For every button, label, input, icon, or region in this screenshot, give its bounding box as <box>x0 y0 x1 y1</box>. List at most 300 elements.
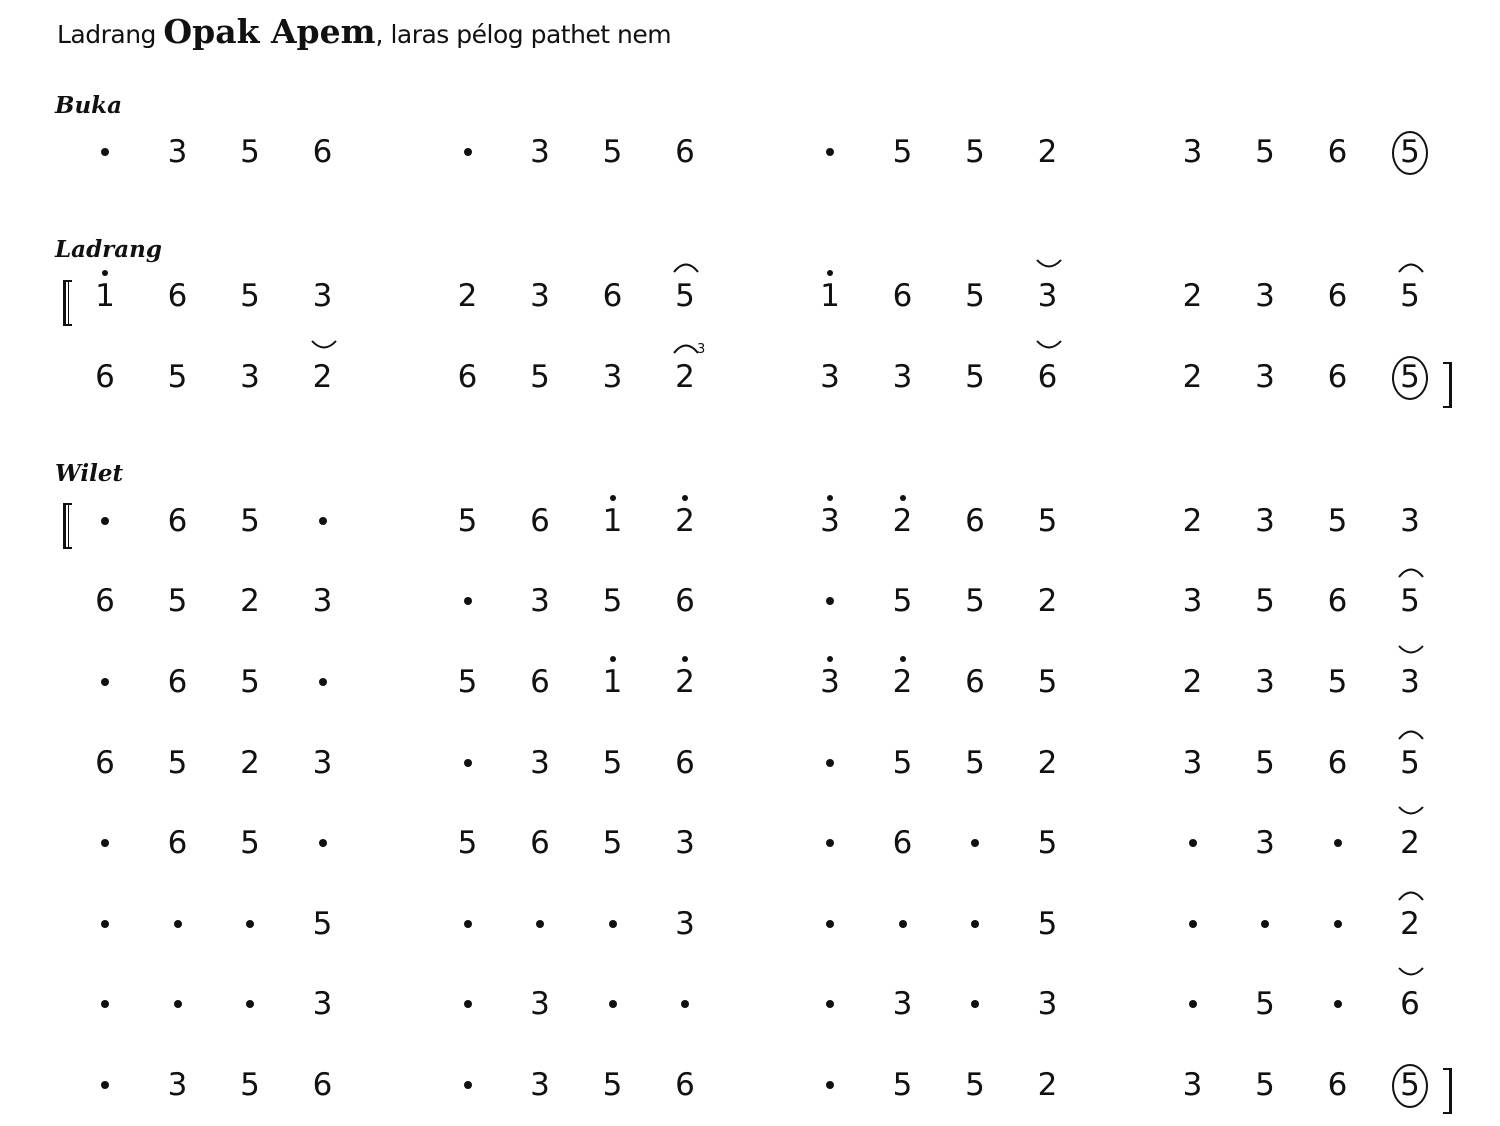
rest-dot <box>80 127 130 177</box>
note-digit: 3 <box>530 583 550 619</box>
rest-dot-mark <box>1334 920 1342 928</box>
note <box>1023 979 1073 1029</box>
note <box>80 352 130 402</box>
note <box>443 271 493 321</box>
note-digit: 5 <box>602 825 623 861</box>
note-digit: 2 <box>1037 583 1058 619</box>
repeat-open-bracket-wilet <box>63 503 72 549</box>
ornamented-note <box>1023 352 1073 402</box>
note-digit: 3 <box>530 278 550 314</box>
rest-dot-mark <box>971 839 979 847</box>
ornamented-note <box>1385 979 1435 1029</box>
note-digit: 5 <box>1255 986 1275 1022</box>
note-digit: 3 <box>1255 503 1275 539</box>
kenong-mark <box>310 338 338 356</box>
ornamented-note <box>660 342 710 402</box>
note-digit: 2 <box>1037 745 1058 781</box>
rest-dot <box>1313 899 1363 949</box>
rest-dot-mark <box>1189 920 1197 928</box>
high-octave-dot <box>827 656 833 662</box>
note-digit: 5 <box>240 278 260 314</box>
rest-dot-mark <box>609 1000 617 1008</box>
note-digit: 2 <box>1400 906 1420 942</box>
high-octave-note <box>805 271 855 321</box>
note-digit: 3 <box>1182 1067 1203 1103</box>
note <box>298 899 348 949</box>
rest-dot-mark <box>246 920 254 928</box>
note <box>1168 496 1218 546</box>
note <box>515 127 565 177</box>
note-digit: 3 <box>1182 745 1203 781</box>
note-digit: 5 <box>602 745 623 781</box>
rest-dot-mark <box>174 920 182 928</box>
note <box>1313 576 1363 626</box>
rest-dot-mark <box>246 1000 254 1008</box>
rest-dot-mark <box>826 920 834 928</box>
note <box>515 576 565 626</box>
note-digit: 3 <box>530 986 550 1022</box>
note <box>153 127 203 177</box>
rest-dot <box>80 1060 130 1110</box>
note <box>225 576 275 626</box>
note-digit: 2 <box>892 503 913 539</box>
note-digit: 5 <box>892 745 913 781</box>
note <box>225 127 275 177</box>
note-digit: 5 <box>1255 745 1275 781</box>
kenong-mark <box>1397 643 1425 661</box>
note-digit: 5 <box>965 1067 985 1103</box>
note <box>1168 657 1218 707</box>
note-digit: 5 <box>240 503 260 539</box>
note-digit: 3 <box>312 986 333 1022</box>
rest-dot <box>515 899 565 949</box>
note <box>660 576 710 626</box>
high-octave-note <box>588 496 638 546</box>
rest-dot <box>225 899 275 949</box>
note-digit: 5 <box>240 825 260 861</box>
rest-dot <box>805 1060 855 1110</box>
note <box>153 271 203 321</box>
kenong-mark <box>1397 965 1425 983</box>
note <box>153 738 203 788</box>
note-digit: 3 <box>1037 986 1058 1022</box>
high-octave-dot <box>682 656 688 662</box>
high-octave-note <box>660 657 710 707</box>
kempul-mark <box>1397 724 1425 742</box>
note-digit: 3 <box>167 1067 188 1103</box>
note-digit: 6 <box>1327 278 1348 314</box>
kempul-mark <box>672 257 700 275</box>
note-digit: 1 <box>602 664 623 700</box>
note-digit: 5 <box>675 278 695 314</box>
section-label-buka: Buka <box>55 92 123 119</box>
rest-dot-mark <box>319 839 327 847</box>
note <box>225 657 275 707</box>
note <box>298 738 348 788</box>
rest-dot-mark <box>464 759 472 767</box>
note-digit: 5 <box>240 134 260 170</box>
high-octave-dot <box>610 495 616 501</box>
note-digit: 3 <box>530 1067 550 1103</box>
rest-dot <box>805 818 855 868</box>
note-digit: 5 <box>457 825 478 861</box>
rest-dot <box>298 496 348 546</box>
note <box>660 1060 710 1110</box>
note-digit: 6 <box>1327 134 1348 170</box>
superscript-note: 3 <box>697 342 706 357</box>
note-digit: 5 <box>1037 825 1058 861</box>
high-octave-dot <box>682 495 688 501</box>
rest-dot-mark <box>101 920 109 928</box>
rest-dot <box>950 979 1000 1029</box>
page-title <box>57 12 671 51</box>
note <box>1240 352 1290 402</box>
note <box>1313 657 1363 707</box>
note <box>1168 1060 1218 1110</box>
note <box>1023 818 1073 868</box>
note <box>1313 496 1363 546</box>
note-digit: 6 <box>965 664 985 700</box>
note-digit: 2 <box>892 664 913 700</box>
high-octave-note <box>80 271 130 321</box>
rest-dot <box>878 899 928 949</box>
rest-dot <box>1240 899 1290 949</box>
note-digit: 5 <box>1400 134 1420 170</box>
gong-note <box>1385 127 1435 177</box>
rest-dot-mark <box>319 678 327 686</box>
note-digit: 2 <box>312 359 333 395</box>
note-digit: 3 <box>892 986 913 1022</box>
note <box>950 738 1000 788</box>
note <box>878 576 928 626</box>
note <box>1240 576 1290 626</box>
note-digit: 2 <box>457 278 478 314</box>
note <box>298 127 348 177</box>
rest-dot-mark <box>1334 839 1342 847</box>
note-digit: 6 <box>95 745 115 781</box>
note <box>878 979 928 1029</box>
rest-dot-mark <box>826 1000 834 1008</box>
note-digit: 2 <box>675 359 695 395</box>
note <box>443 496 493 546</box>
note-digit: 5 <box>965 359 985 395</box>
note-digit: 3 <box>1255 359 1275 395</box>
note <box>225 352 275 402</box>
note <box>588 818 638 868</box>
note <box>515 496 565 546</box>
note <box>225 271 275 321</box>
note-digit: 3 <box>530 745 550 781</box>
note-digit: 3 <box>675 825 695 861</box>
note-digit: 6 <box>892 825 913 861</box>
note <box>878 352 928 402</box>
note <box>1168 576 1218 626</box>
note <box>950 657 1000 707</box>
note <box>1023 496 1073 546</box>
note-digit: 5 <box>1400 583 1420 619</box>
rest-dot-mark <box>1261 920 1269 928</box>
rest-dot <box>588 899 638 949</box>
note-digit: 2 <box>1400 825 1420 861</box>
note-digit: 5 <box>1255 1067 1275 1103</box>
note <box>443 352 493 402</box>
note <box>80 738 130 788</box>
rest-dot <box>1313 979 1363 1029</box>
note-digit: 5 <box>602 583 623 619</box>
note-digit: 5 <box>240 664 260 700</box>
rest-dot <box>298 818 348 868</box>
note-digit: 2 <box>1182 664 1203 700</box>
rest-dot <box>1168 818 1218 868</box>
note-digit: 5 <box>167 745 188 781</box>
note-digit: 6 <box>965 503 985 539</box>
ornamented-note <box>660 271 710 321</box>
note-digit: 5 <box>457 664 478 700</box>
note <box>80 576 130 626</box>
note-digit: 5 <box>530 359 550 395</box>
note-digit: 3 <box>820 503 840 539</box>
note <box>950 1060 1000 1110</box>
repeat-close-bracket-ladrang <box>1443 362 1452 408</box>
title-suffix: , laras pélog pathet nem <box>375 20 672 49</box>
rest-dot <box>805 899 855 949</box>
note <box>950 352 1000 402</box>
rest-dot <box>80 496 130 546</box>
note-digit: 5 <box>602 1067 623 1103</box>
kenong-mark <box>1035 257 1063 275</box>
note <box>153 576 203 626</box>
note <box>1168 352 1218 402</box>
high-octave-note <box>805 657 855 707</box>
rest-dot-mark <box>899 920 907 928</box>
note <box>1023 127 1073 177</box>
note-digit: 6 <box>95 359 115 395</box>
note-digit: 3 <box>530 134 550 170</box>
note <box>588 352 638 402</box>
rest-dot-mark <box>826 597 834 605</box>
note-digit: 6 <box>1327 359 1348 395</box>
note-digit: 5 <box>167 359 188 395</box>
note-digit: 6 <box>675 745 695 781</box>
note <box>1313 127 1363 177</box>
note <box>515 818 565 868</box>
note-digit: 5 <box>1037 664 1058 700</box>
rest-dot <box>298 657 348 707</box>
rest-dot <box>153 899 203 949</box>
note-digit: 5 <box>1037 503 1058 539</box>
note-digit: 5 <box>1400 359 1420 395</box>
rest-dot-mark <box>464 920 472 928</box>
note-digit: 1 <box>820 278 840 314</box>
note-digit: 6 <box>167 825 188 861</box>
note-digit: 3 <box>892 359 913 395</box>
title-piece-name: Opak Apem <box>163 12 376 51</box>
note <box>153 496 203 546</box>
gong-circle <box>1392 1064 1428 1108</box>
rest-dot <box>80 979 130 1029</box>
rest-dot <box>443 979 493 1029</box>
note-digit: 3 <box>312 278 333 314</box>
note-digit: 5 <box>965 278 985 314</box>
note <box>1385 496 1435 546</box>
note <box>225 738 275 788</box>
note <box>1240 496 1290 546</box>
note <box>1240 738 1290 788</box>
note <box>950 271 1000 321</box>
note <box>515 979 565 1029</box>
note <box>1168 127 1218 177</box>
ornamented-note <box>298 352 348 402</box>
rest-dot-mark <box>464 1000 472 1008</box>
note-digit: 6 <box>312 134 333 170</box>
rest-dot <box>950 818 1000 868</box>
note-digit: 2 <box>675 664 695 700</box>
note-digit: 5 <box>1327 503 1348 539</box>
note <box>660 899 710 949</box>
note <box>1313 1060 1363 1110</box>
note-digit: 3 <box>1182 134 1203 170</box>
rest-dot-mark <box>826 759 834 767</box>
note <box>225 1060 275 1110</box>
rest-dot-mark <box>319 517 327 525</box>
note-digit: 3 <box>240 359 260 395</box>
note-digit: 5 <box>892 134 913 170</box>
rest-dot-mark <box>101 839 109 847</box>
note <box>588 738 638 788</box>
note <box>225 818 275 868</box>
gong-note <box>1385 1060 1435 1110</box>
high-octave-note <box>878 657 928 707</box>
rest-dot-mark <box>101 678 109 686</box>
note-digit: 5 <box>892 583 913 619</box>
high-octave-note <box>660 496 710 546</box>
ornamented-note <box>1385 271 1435 321</box>
note <box>1023 738 1073 788</box>
rest-dot <box>225 979 275 1029</box>
high-octave-note <box>878 496 928 546</box>
title-prefix: Ladrang <box>57 20 164 49</box>
note-digit: 3 <box>1182 583 1203 619</box>
rest-dot-mark <box>536 920 544 928</box>
rest-dot-mark <box>174 1000 182 1008</box>
note <box>443 657 493 707</box>
note <box>1313 352 1363 402</box>
rest-dot-mark <box>1189 839 1197 847</box>
note <box>878 738 928 788</box>
rest-dot-mark <box>609 920 617 928</box>
note-digit: 5 <box>1255 134 1275 170</box>
note-digit: 5 <box>312 906 333 942</box>
note-digit: 6 <box>675 134 695 170</box>
note-digit: 6 <box>95 583 115 619</box>
note <box>153 657 203 707</box>
note-digit: 5 <box>240 1067 260 1103</box>
rest-dot-mark <box>826 839 834 847</box>
note-digit: 6 <box>1400 986 1420 1022</box>
note-digit: 3 <box>1400 664 1420 700</box>
note-digit: 5 <box>965 583 985 619</box>
note-digit: 6 <box>675 583 695 619</box>
note <box>660 127 710 177</box>
high-octave-dot <box>827 495 833 501</box>
ornamented-note <box>1385 738 1435 788</box>
ornamented-note <box>1385 899 1435 949</box>
repeat-close-bracket-wilet <box>1443 1068 1452 1114</box>
note-digit: 5 <box>1327 664 1348 700</box>
note-digit: 2 <box>240 583 260 619</box>
rest-dot-mark <box>101 1081 109 1089</box>
note <box>878 127 928 177</box>
note <box>515 1060 565 1110</box>
note-digit: 5 <box>1400 278 1420 314</box>
kempul-mark <box>672 338 700 356</box>
note <box>515 271 565 321</box>
note <box>153 818 203 868</box>
note-digit: 1 <box>602 503 623 539</box>
note-digit: 5 <box>965 134 985 170</box>
note-digit: 6 <box>530 825 550 861</box>
note-digit: 3 <box>820 664 840 700</box>
note-digit: 5 <box>892 1067 913 1103</box>
rest-dot <box>950 899 1000 949</box>
note-digit: 6 <box>675 1067 695 1103</box>
note-digit: 6 <box>312 1067 333 1103</box>
note-digit: 2 <box>1182 359 1203 395</box>
note-digit: 5 <box>1400 745 1420 781</box>
note-digit: 6 <box>167 503 188 539</box>
note-digit: 6 <box>530 503 550 539</box>
ornamented-note <box>1385 576 1435 626</box>
note <box>1240 979 1290 1029</box>
note <box>950 496 1000 546</box>
note <box>1023 657 1073 707</box>
high-octave-dot <box>827 270 833 276</box>
note <box>878 271 928 321</box>
note <box>1240 127 1290 177</box>
high-octave-dot <box>610 656 616 662</box>
note <box>298 271 348 321</box>
note-digit: 6 <box>1327 1067 1348 1103</box>
kempul-mark <box>1397 562 1425 580</box>
note-digit: 3 <box>312 583 333 619</box>
note <box>1240 657 1290 707</box>
note <box>950 576 1000 626</box>
note-digit: 2 <box>1037 1067 1058 1103</box>
note-digit: 6 <box>1327 745 1348 781</box>
rest-dot-mark <box>464 597 472 605</box>
rest-dot-mark <box>464 1081 472 1089</box>
rest-dot-mark <box>101 517 109 525</box>
note-digit: 3 <box>1255 664 1275 700</box>
note-digit: 3 <box>167 134 188 170</box>
high-octave-note <box>588 657 638 707</box>
kenong-mark <box>1035 338 1063 356</box>
rest-dot-mark <box>101 1000 109 1008</box>
note-digit: 6 <box>457 359 478 395</box>
rest-dot <box>805 576 855 626</box>
note <box>298 979 348 1029</box>
note <box>443 818 493 868</box>
note <box>1240 1060 1290 1110</box>
note-digit: 3 <box>602 359 623 395</box>
kenong-mark <box>1397 804 1425 822</box>
note-digit: 5 <box>1255 583 1275 619</box>
note <box>1240 271 1290 321</box>
note <box>298 1060 348 1110</box>
high-octave-dot <box>102 270 108 276</box>
rest-dot <box>80 899 130 949</box>
note <box>515 657 565 707</box>
